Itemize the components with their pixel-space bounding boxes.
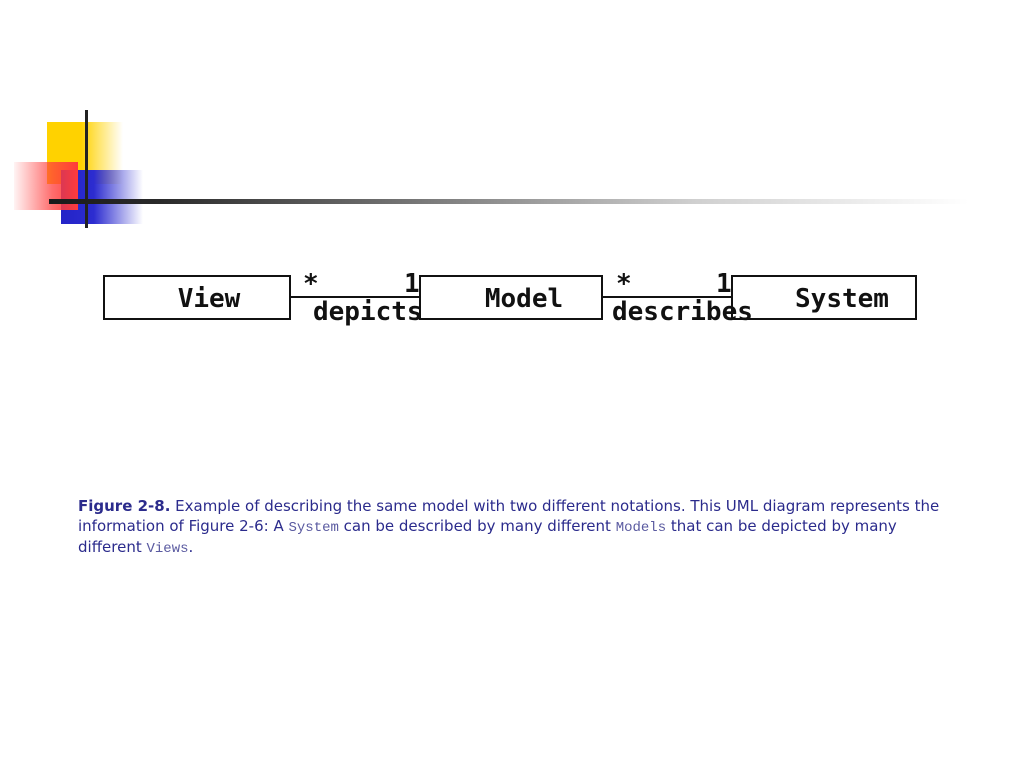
multiplicity-depicts-source: * bbox=[303, 269, 319, 299]
association-label-describes: describes bbox=[612, 297, 753, 327]
caption-code-system: System bbox=[288, 519, 339, 536]
association-label-depicts: depicts bbox=[313, 297, 423, 327]
class-name-system: System bbox=[795, 284, 889, 314]
class-box-model bbox=[420, 276, 602, 319]
caption-code-views: Views bbox=[146, 541, 189, 557]
multiplicity-depicts-target: 1 bbox=[404, 269, 420, 299]
caption-text-2: can be described by many different bbox=[338, 516, 616, 535]
class-name-view: View bbox=[177, 284, 241, 314]
multiplicity-describes-target: 1 bbox=[716, 269, 732, 299]
class-box-system bbox=[732, 276, 916, 319]
class-box-view bbox=[104, 276, 290, 319]
class-name-model: Model bbox=[484, 284, 564, 314]
caption-figure-label: Figure 2-8. bbox=[78, 497, 171, 515]
caption-text-1: Example of describing the same model with two different notations. This UML diagram represents the information of Figure 2-6: A bbox=[78, 497, 940, 535]
multiplicity-describes-source: * bbox=[616, 269, 632, 299]
caption-text-4: . bbox=[188, 538, 194, 556]
caption-text-3: that can be depicted by many different bbox=[78, 516, 897, 556]
caption-code-models: Models bbox=[615, 519, 667, 536]
figure-caption bbox=[78, 497, 958, 560]
